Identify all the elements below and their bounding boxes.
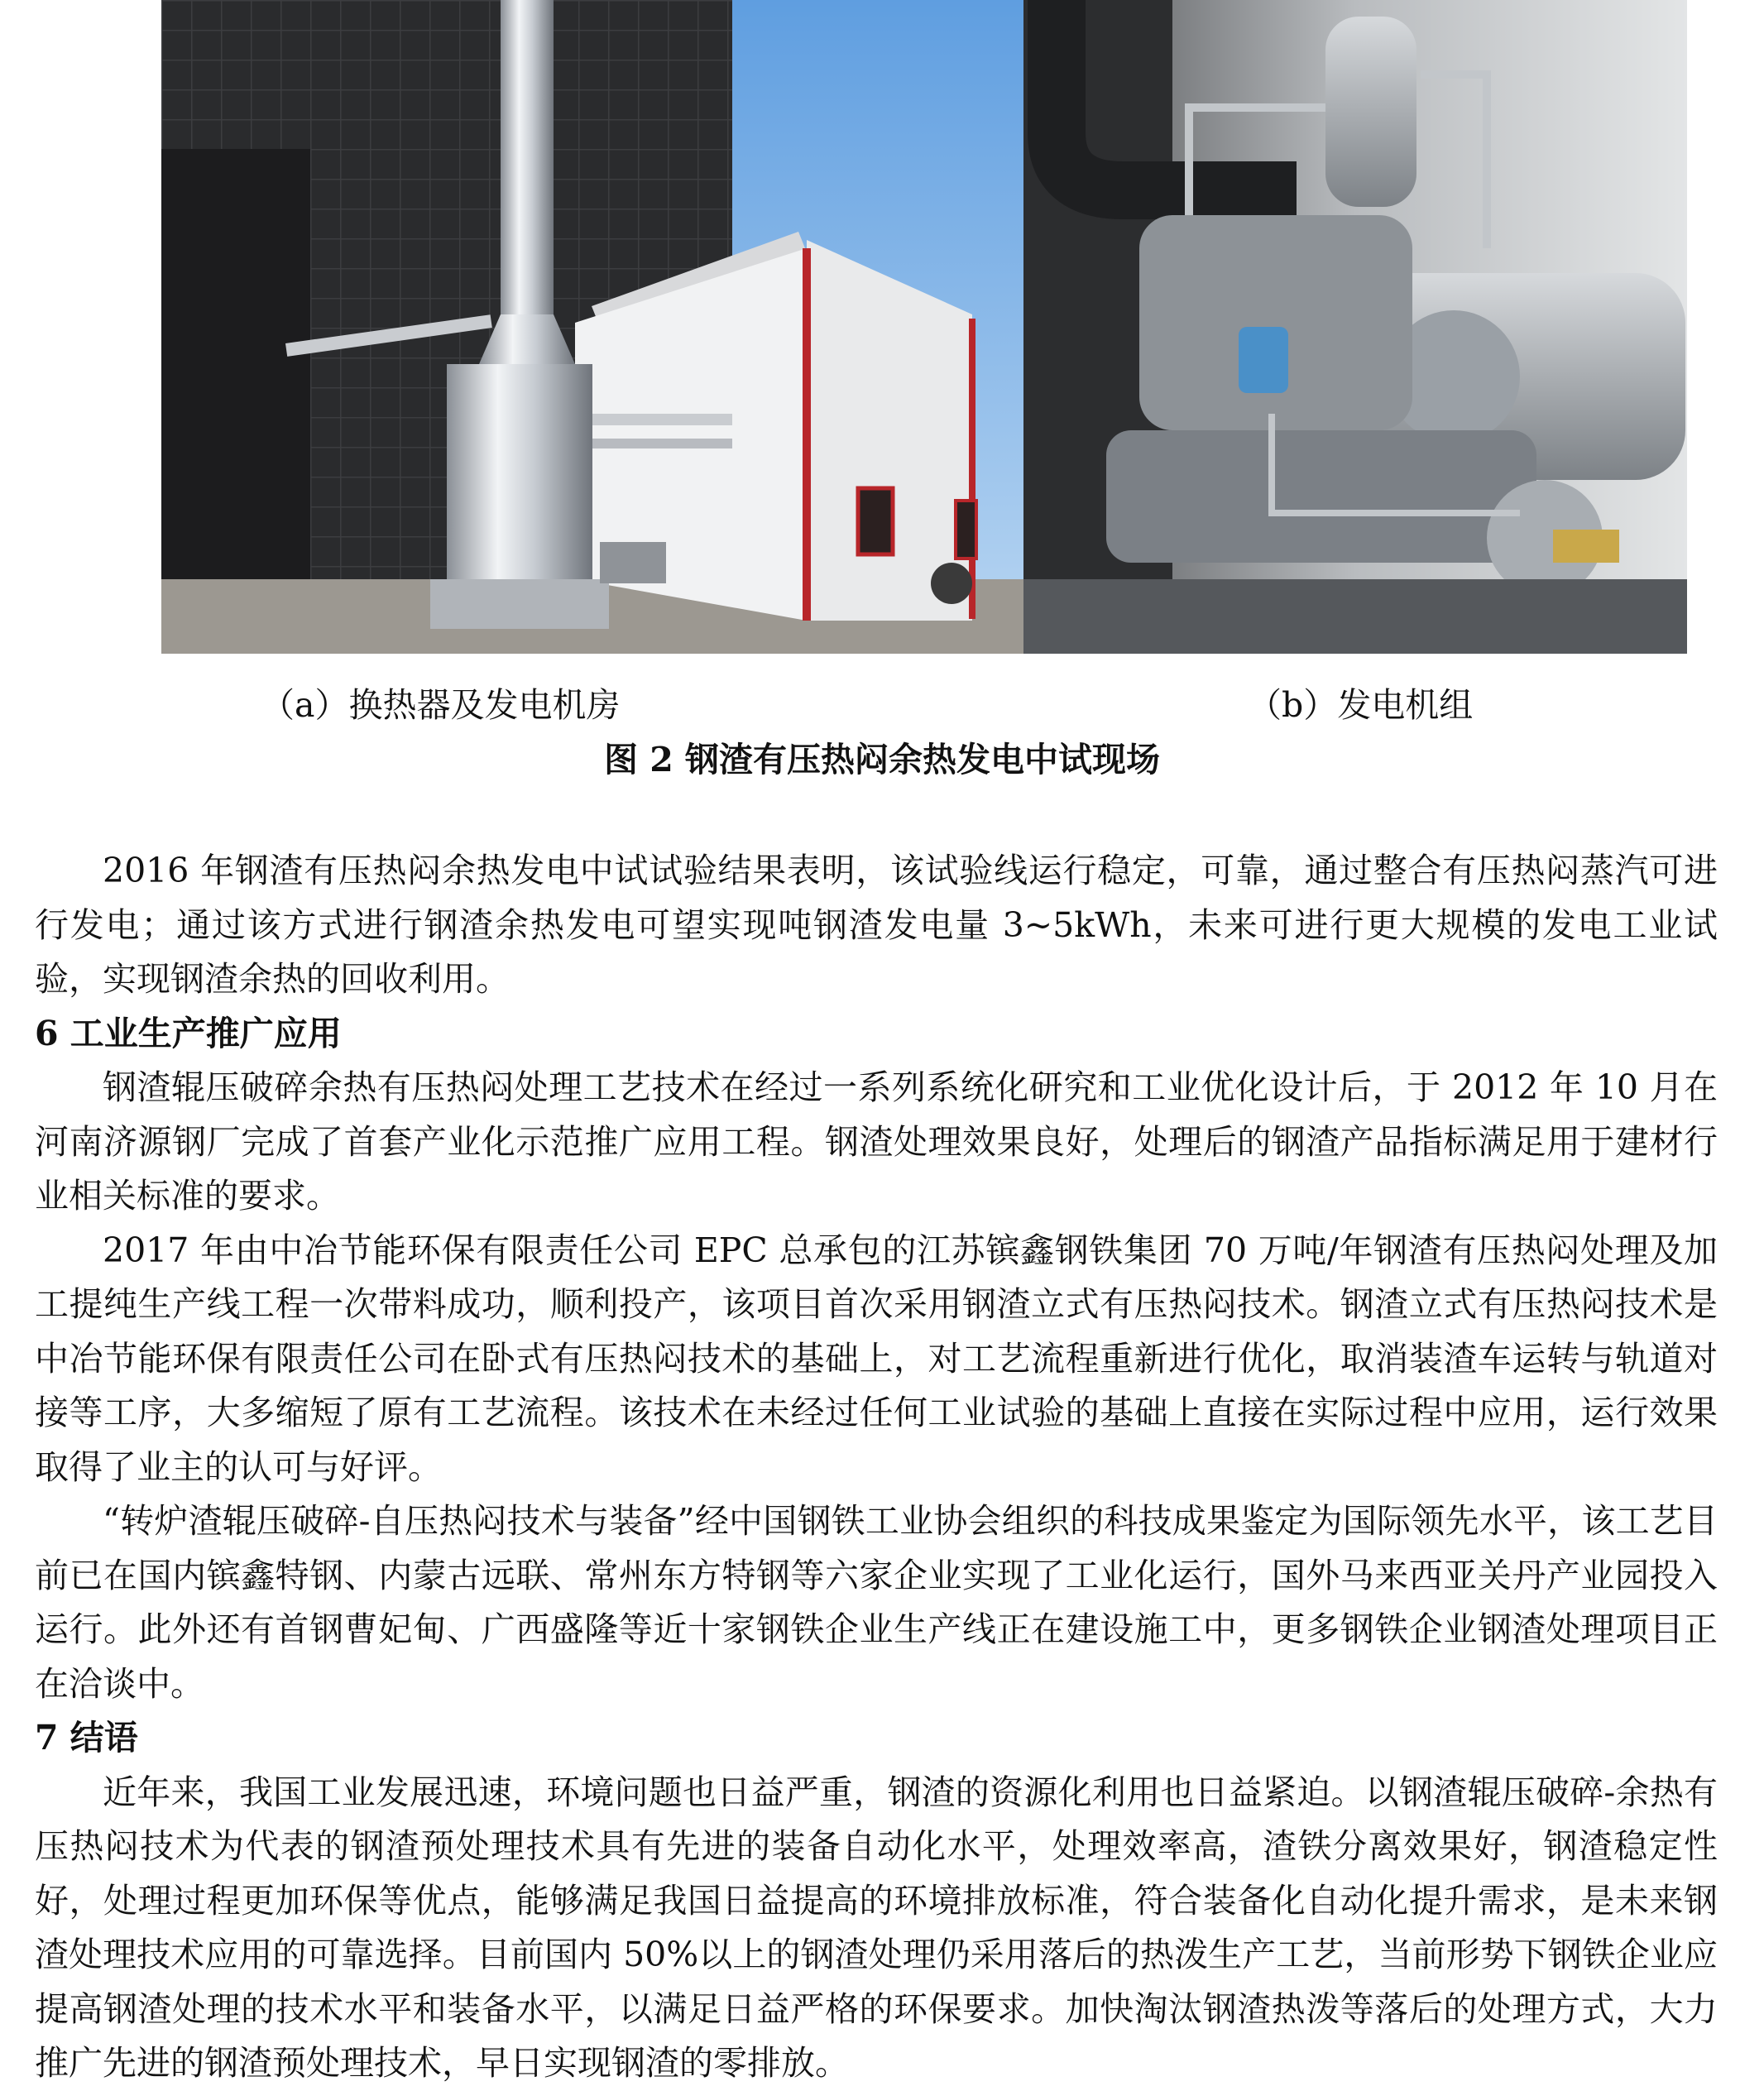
paragraph-first-demo-project: 钢渣辊压破碎余热有压热闷处理工艺技术在经过一系列系统化研究和工业优化设计后，于 2012 年 10 月在河南济源钢厂完成了首套产业化示范推广应用工程。钢渣处理效果良好，处理后的钢渣产品指标满足用于建材行业相关标准的要求。 <box>35 1067 1718 1216</box>
photo-generator-unit <box>1023 0 1687 654</box>
body-text <box>35 844 1718 2091</box>
paragraph-binxin-project: 2017 年由中冶节能环保有限责任公司 EPC 总承包的江苏镔鑫钢铁集团 70 万吨/年钢渣有压热闷处理及加工提纯生产线工程一次带料成功，顺利投产，该项目首次采用钢渣立式有压热闷技术。钢渣立式有压热闷技术是中冶节能环保有限责任公司在卧式有压热闷技术的基础上，对工艺流程重新进行优化，取消装渣车运转与轨道对接等工序，大多缩短了原有工艺流程。该技术在未经过任何工业试验的基础上直接在实际过程中应用，运行效果取得了业主的认可与好评。 <box>35 1230 1718 1487</box>
section-heading-7: 7 结语 <box>35 1718 138 1758</box>
paragraph-conclusion: 近年来，我国工业发展迅速，环境问题也日益严重，钢渣的资源化利用也日益紧迫。以钢渣辊压破碎-余热有压热闷技术为代表的钢渣预处理技术具有先进的装备自动化水平，处理效率高，渣铁分离效果好，钢渣稳定性好，处理过程更加环保等优点，能够满足我国日益提高的环境排放标准，符合装备化自动化提升需求，是未来钢渣处理技术应用的可靠选择。目前国内 50%以上的钢渣处理仍采用落后的热泼生产工艺，当前形势下钢铁企业应提高钢渣处理的技术水平和装备水平，以满足日益严格的环保要求。加快淘汰钢渣热泼等落后的处理方式，大力推广先进的钢渣预处理技术，早日实现钢渣的零排放。 <box>35 1772 1718 2083</box>
paragraph-pilot-test-result: 2016 年钢渣有压热闷余热发电中试试验结果表明，该试验线运行稳定，可靠，通过整合有压热闷蒸汽可进行发电；通过该方式进行钢渣余热发电可望实现吨钢渣发电量 3~5kWh，未来可进行更大规模的发电工业试验，实现钢渣余热的回收利用。 <box>35 851 1718 999</box>
subcaption-b: （b）发电机组 <box>1248 685 1474 725</box>
section-heading-6: 6 工业生产推广应用 <box>35 1013 342 1053</box>
paragraph-industrial-adoption: “转炉渣辊压破碎-自压热闷技术与装备”经中国钢铁工业协会组织的科技成果鉴定为国际领先水平，该工艺目前已在国内镔鑫特钢、内蒙古远联、常州东方特钢等六家企业实现了工业化运行，国外马来西亚关丹产业园投入运行。此外还有首钢曹妃甸、广西盛隆等近十家钢铁企业生产线正在建设施工中，更多钢铁企业钢渣处理项目正在洽谈中。 <box>35 1501 1718 1704</box>
figure-caption: 图 2 钢渣有压热闷余热发电中试现场 <box>603 740 1161 779</box>
photo-heat-exchanger-and-generator-house <box>161 0 1023 654</box>
subcaption-a: （a）换热器及发电机房 <box>261 685 621 725</box>
